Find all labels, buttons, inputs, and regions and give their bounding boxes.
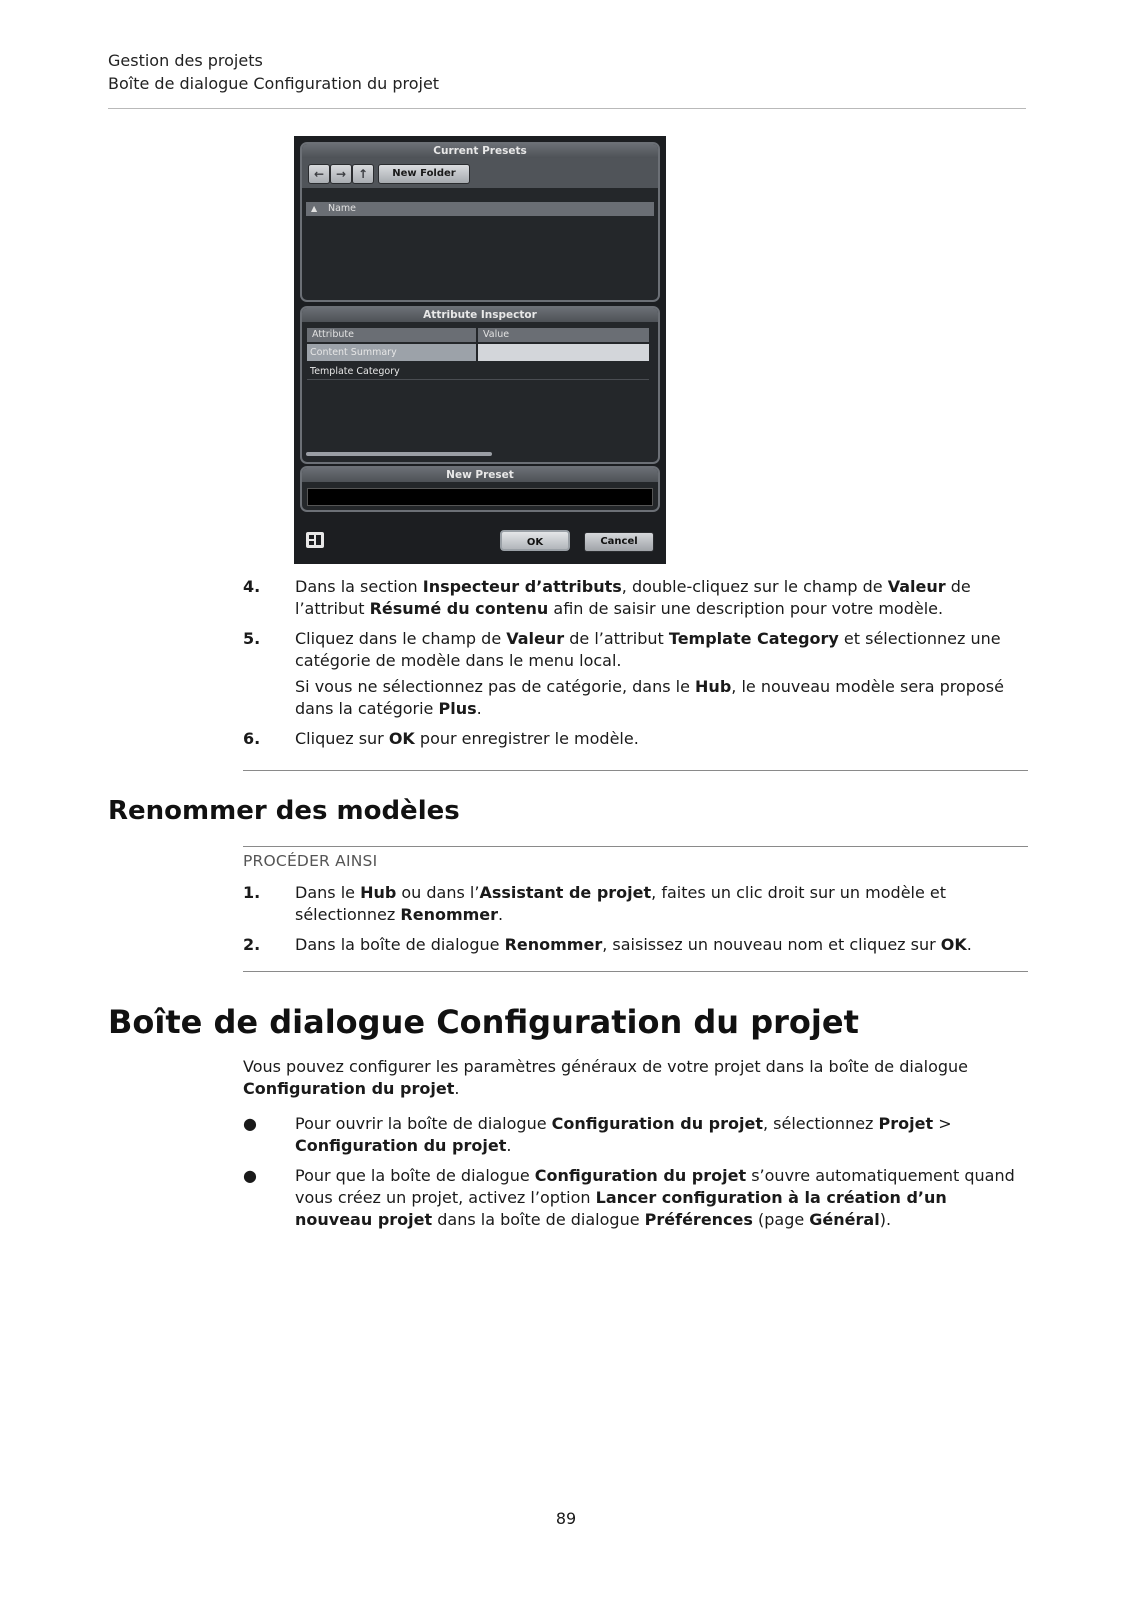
bullet-icon: ● [243,1114,257,1133]
sort-ascending-icon: ▲ [311,204,318,213]
attribute-column-header[interactable]: Attribute [307,328,476,342]
new-folder-button[interactable]: New Folder [378,164,470,184]
header-section: Boîte de dialogue Configuration du projet [108,74,440,93]
list-item: 5. Cliquez dans le champ de Valeur de l’attribut Template Category et sélectionnez une catégorie de modèle dans le menu local. [243,629,1001,670]
step-note: Si vous ne sélectionnez pas de catégorie, dans le Hub, le nouveau modèle sera proposé dans la catégorie Plus. [295,677,1004,718]
page-title: Boîte de dialogue Configuration du projet [108,1003,859,1041]
list-item: ● Pour ouvrir la boîte de dialogue Configuration du projet, sélectionnez Projet > Configuration du projet. [243,1114,952,1155]
value-column-header[interactable]: Value [478,328,649,342]
section-divider [243,971,1028,972]
page-number: 89 [555,1509,577,1528]
list-item: 4. Dans la section Inspecteur d’attributs, double-cliquez sur le champ de Valeur de l’attribut Résumé du contenu afin de saisir une description pour votre modèle. [243,577,971,618]
back-arrow-icon[interactable]: ← [308,164,330,184]
preset-name-input[interactable] [307,488,653,506]
list-item: 2. Dans la boîte de dialogue Renommer, saisissez un nouveau nom et cliquez sur OK. [243,935,972,954]
new-preset-title: New Preset [302,468,658,482]
up-arrow-icon[interactable]: ↑ [352,164,374,184]
attribute-inspector-title: Attribute Inspector [302,308,658,322]
header-chapter: Gestion des projets [108,51,263,70]
name-column-label: Name [328,203,357,214]
header-divider [108,108,1026,109]
forward-arrow-icon[interactable]: → [330,164,352,184]
list-item: ● Pour que la boîte de dialogue Configuration du projet s’ouvre automatiquement quand vous créez un projet, activez l’option Lancer configuration à la création d’un nouveau projet dans la boîte de dialogue Préférences (page Général). [243,1166,1015,1229]
content-summary-value-field[interactable] [478,344,649,361]
section-heading: Renommer des modèles [108,796,460,826]
horizontal-scrollbar[interactable] [306,452,492,456]
procedure-divider [243,846,1028,847]
procedure-label: PROCÉDER AINSI [243,852,378,870]
intro-paragraph: Vous pouvez configurer les paramètres généraux de votre projet dans la boîte de dialogue Configuration du projet. [243,1057,968,1098]
presets-toolbar [302,158,658,188]
running-header [108,49,439,95]
rename-steps [243,882,1028,956]
list-item: 1. Dans le Hub ou dans l’Assistant de projet, faites un clic droit sur un modèle et sélectionnez Renommer. [243,883,947,924]
bullet-icon: ● [243,1166,257,1185]
list-item: 6. Cliquez sur OK pour enregistrer le modèle. [243,729,639,748]
current-presets-panel [300,142,660,302]
cancel-button[interactable]: Cancel [584,532,654,552]
ok-button[interactable]: OK [500,530,570,551]
toggle-view-icon[interactable] [306,532,324,548]
save-template-dialog-screenshot [294,136,666,564]
template-category-attribute[interactable]: Template Category [307,363,649,380]
current-presets-title: Current Presets [302,144,658,158]
section-divider [243,770,1028,771]
attribute-inspector-panel [300,306,660,464]
content-summary-attribute[interactable]: Content Summary [307,344,476,361]
new-preset-panel [300,466,660,512]
name-column-header[interactable] [306,202,654,216]
template-steps [243,576,1028,750]
